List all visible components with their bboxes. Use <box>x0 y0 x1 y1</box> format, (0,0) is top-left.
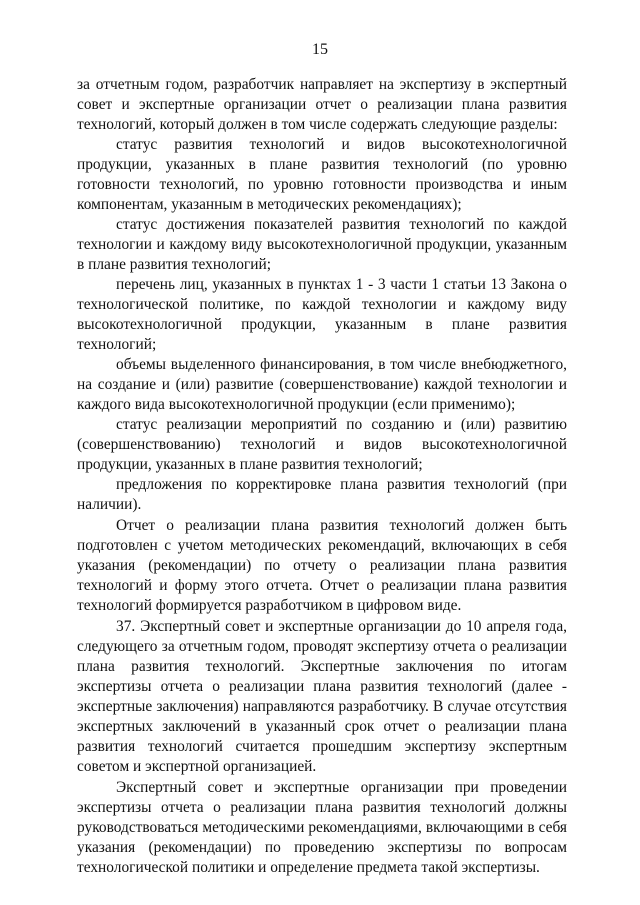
document-body <box>77 75 567 878</box>
paragraph-item-status-indicators: статус достижения показателей развития технологий по каждой технологии и каждому виду высокотехнологичной продукции, указанным в плане развития технологий; <box>77 216 567 273</box>
paragraph-item-status-development: статус развития технологий и видов высокотехнологичной продукции, указанных в плане развития технологий (по уровню готовности технологий, по уровню готовности производства и иным компонентам, указанным в методических рекомендациях); <box>77 136 567 213</box>
paragraph-item-persons-list: перечень лиц, указанных в пунктах 1 - 3 части 1 статьи 13 Закона о технологической политике, по каждой технологии и каждому виду высокотехнологичной продукции, указанным в плане развития технологий; <box>77 276 567 353</box>
paragraph-expert-guidance: Экспертный совет и экспертные организации при проведении экспертизы отчета о реализации плана развития технологий должны руководствоваться методическими рекомендациями, включающими в себя указания (рекомендации) по проведению экспертизы по вопросам технологической политики и определение предмета такой экспертизы. <box>77 779 567 876</box>
paragraph-intro: за отчетным годом, разработчик направляет на экспертизу в экспертный совет и экспертные организации отчет о реализации плана развития технологий, который должен в том числе содержать следующие разделы: <box>77 76 567 133</box>
paragraph-item-measures-status: статус реализации мероприятий по созданию и (или) развитию (совершенствованию) технологий и видов высокотехнологичной продукции, указанных в плане развития технологий; <box>77 416 567 473</box>
paragraph-item-financing: объемы выделенного финансирования, в том числе внебюджетного, на создание и (или) развитие (совершенствование) каждой технологии и каждого вида высокотехнологичной продукции (если применимо); <box>77 356 567 413</box>
page-number: 15 <box>312 41 328 58</box>
paragraph-item-proposals: предложения по корректировке плана развития технологий (при наличии). <box>77 476 567 513</box>
paragraph-report-requirements: Отчет о реализации плана развития технологий должен быть подготовлен с учетом методических рекомендаций, включающих в себя указания (рекомендации) по отчету о реализации плана развития технологий и форму этого отчета. Отчет о реализации плана развития технологий формируется разработчиком в цифровом виде. <box>77 517 567 614</box>
paragraph-clause-37: 37. Экспертный совет и экспертные организации до 10 апреля года, следующего за отчетным годом, проводят экспертизу отчета о реализации плана развития технологий. Экспертные заключения по итогам экспертизы отчета о реализации плана развития технологий (далее - экспертные заключения) направляются разработчику. В случае отсутствия экспертных заключений в указанный срок отчет о реализации плана развития технологий считается прошедшим экспертизу экспертным советом и экспертной организацией. <box>77 618 567 775</box>
